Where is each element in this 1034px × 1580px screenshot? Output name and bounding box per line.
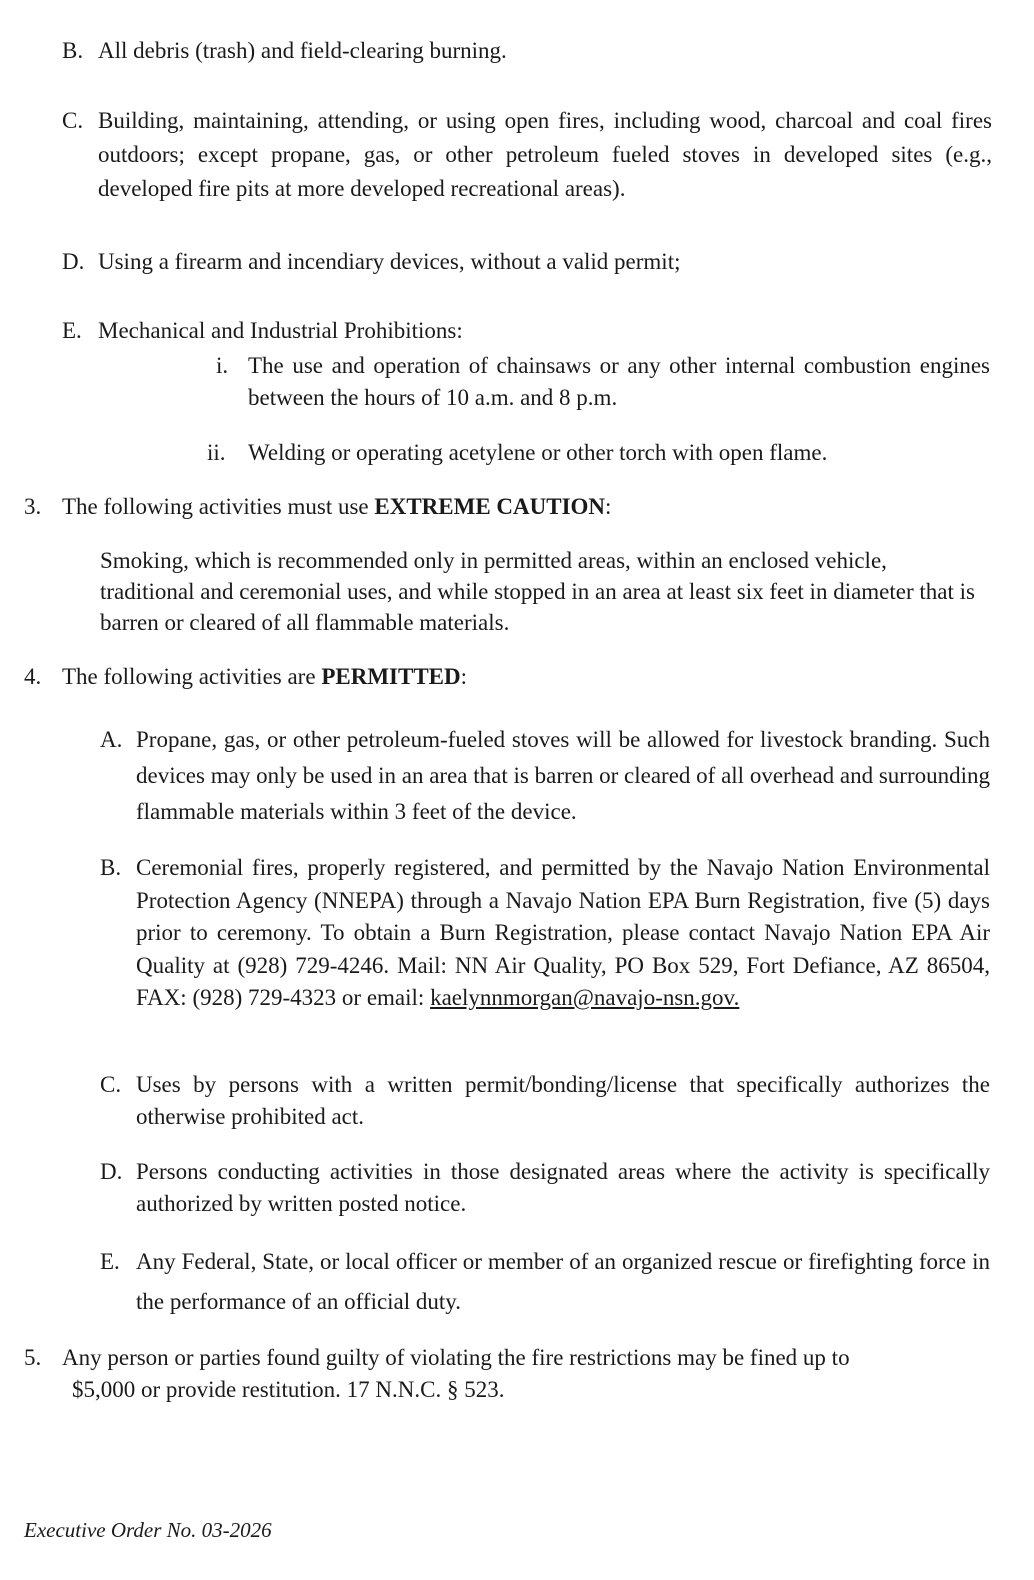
section-4-heading <box>62 660 992 694</box>
sub-item-ii-text: Welding or operating acetylene or other torch with open flame. <box>248 440 828 465</box>
permitted-c-text: Uses by persons with a written permit/bonding/license that specifically authorizes the otherwise prohibited act. <box>136 1072 990 1129</box>
section-5-number: 5. <box>24 1345 42 1370</box>
section-3-heading <box>62 490 992 524</box>
executive-order-footer: Executive Order No. 03-2026 <box>24 1518 272 1542</box>
permitted-d-text: Persons conducting activities in those designated areas where the activity is specifically authorized by written posted notice. <box>136 1159 990 1216</box>
item-e-label: E. <box>62 318 82 343</box>
permitted-b-label: B. <box>100 855 122 880</box>
section-3-colon: : <box>605 494 612 519</box>
section-3-number: 3. <box>24 494 42 519</box>
section-5-line-1: Any person or parties found guilty of violating the fire restrictions may be fined up to <box>62 1345 850 1370</box>
section-4-number: 4. <box>24 664 42 689</box>
item-d-label: D. <box>62 249 85 274</box>
section-3-intro: The following activities must use <box>62 494 375 519</box>
permitted-e-label: E. <box>100 1249 120 1274</box>
extreme-caution-label: EXTREME CAUTION <box>374 494 606 519</box>
permitted-c-label: C. <box>100 1072 122 1097</box>
permitted-d-label: D. <box>100 1159 123 1184</box>
item-b-text: All debris (trash) and field-clearing burning. <box>98 38 507 63</box>
permitted-a-text: Propane, gas, or other petroleum-fueled stoves will be allowed for livestock branding. Such devices may only be used in an area that is barren or cleared of all overhead and surrounding flammable materials within 3 feet of the device. <box>136 727 990 824</box>
item-b-label: B. <box>62 38 84 63</box>
permitted-a-label: A. <box>100 727 123 752</box>
section-5-line-2: $5,000 or provide restitution. 17 N.N.C. § 523. <box>72 1377 505 1402</box>
permitted-b-text <box>136 852 990 1015</box>
sub-item-i-text: The use and operation of chainsaws or any other internal combustion engines between the hours of 10 a.m. and 8 p.m. <box>248 353 990 410</box>
item-c-label: C. <box>62 108 84 133</box>
section-3-body: Smoking, which is recommended only in permitted areas, within an enclosed vehicle, traditional and ceremonial uses, and while stopped in an area at least six feet in diameter that is barren or cleared of all flammable materials. <box>100 548 975 635</box>
sub-item-i-label: i. <box>216 353 229 378</box>
section-4-colon: : <box>460 664 467 689</box>
section-4-intro: The following activities are <box>62 664 322 689</box>
item-c-text: Building, maintaining, attending, or using open fires, including wood, charcoal and coal fires outdoors; except propane, gas, or other petroleum fueled stoves in developed sites (e.g., developed fire pits at more developed recreational areas). <box>98 108 992 201</box>
permitted-e-text: Any Federal, State, or local officer or member of an organized rescue or firefighting force in the performance of an official duty. <box>136 1249 990 1314</box>
permitted-b-body: Ceremonial fires, properly registered, and permitted by the Navajo Nation Environmental Protection Agency (NNEPA) through a Navajo Nation EPA Burn Registration, five (5) days prior to ceremony. To obtain a Burn Registration, please contact Navajo Nation EPA Air Quality at (928) 729-4246. Mail: NN Air Quality, PO Box 529, Fort Defiance, AZ 86504, FAX: (928) 729-4323 or email: <box>136 855 990 1010</box>
sub-item-ii-label: ii. <box>207 440 226 465</box>
email-link[interactable]: kaelynnmorgan@navajo-nsn.gov. <box>430 985 740 1010</box>
permitted-label: PERMITTED <box>321 664 461 689</box>
item-e-text: Mechanical and Industrial Prohibitions: <box>98 318 463 343</box>
item-d-text: Using a firearm and incendiary devices, without a valid permit; <box>98 249 681 274</box>
